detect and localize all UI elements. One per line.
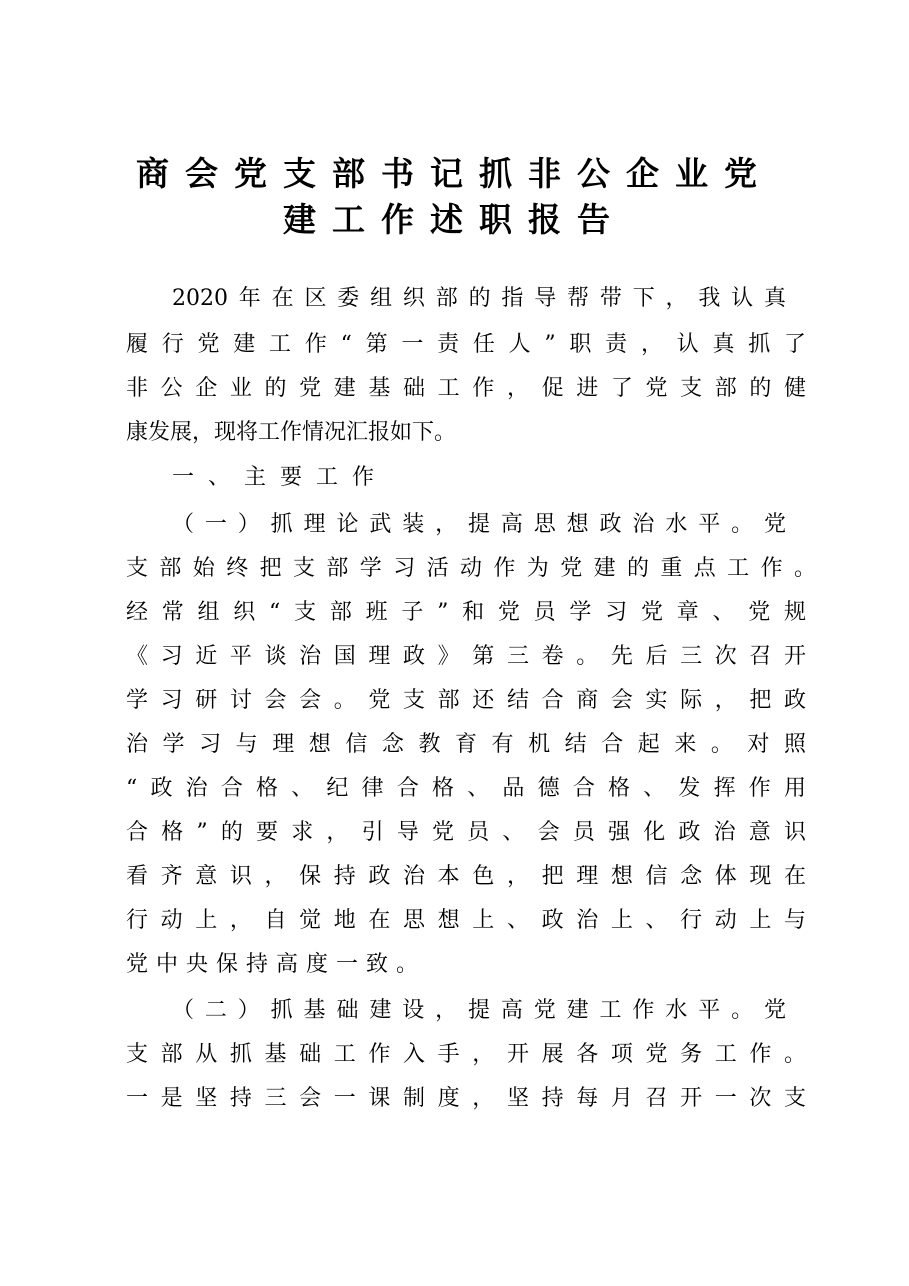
paragraph-line: （二）抓基础建设，提高党建工作水平。党: [172, 998, 786, 1023]
paragraph-line: 看齐意识，保持政治本色，把理想信念体现在: [126, 864, 806, 889]
paragraph-line: 党中央保持高度一致。: [126, 952, 427, 977]
paragraph-line: 合格”的要求，引导党员、会员强化政治意识: [126, 820, 806, 845]
paragraph-line: 支部从抓基础工作入手，开展各项党务工作。: [126, 1042, 806, 1067]
paragraph-line: 一是坚持三会一课制度，坚持每月召开一次支: [126, 1086, 806, 1111]
paragraph-line: 履行党建工作“第一责任人”职责，认真抓了: [126, 332, 806, 357]
paragraph-line: “政治合格、纪律合格、品德合格、发挥作用: [126, 776, 806, 801]
paragraph-line: 行动上，自觉地在思想上、政治上、行动上与: [126, 908, 806, 933]
document-title-line-1: 商会党支部书记抓非公企业党: [136, 154, 773, 193]
paragraph-line: 学习研讨会会。党支部还结合商会实际，把政: [126, 688, 806, 713]
section-heading: 一、主要工作: [172, 465, 389, 490]
paragraph-line: 2020年在区委组织部的指导帮带下，我认真: [172, 286, 786, 311]
paragraph-line: （一）抓理论武装，提高思想政治水平。党: [172, 512, 786, 537]
paragraph-line: 非公企业的党建基础工作，促进了党支部的健: [126, 376, 806, 401]
document-title-line-2: 建工作述职报告: [283, 200, 626, 239]
paragraph-line: 治学习与理想信念教育有机结合起来。对照: [126, 732, 806, 757]
paragraph-line: 《习近平谈治国理政》第三卷。先后三次召开: [126, 644, 806, 669]
paragraph-line: 康发展，现将工作情况汇报如下。: [126, 420, 457, 445]
paragraph-line: 支部始终把支部学习活动作为党建的重点工作。: [126, 556, 816, 581]
paragraph-line: 经常组织“支部班子”和党员学习党章、党规: [126, 600, 806, 625]
